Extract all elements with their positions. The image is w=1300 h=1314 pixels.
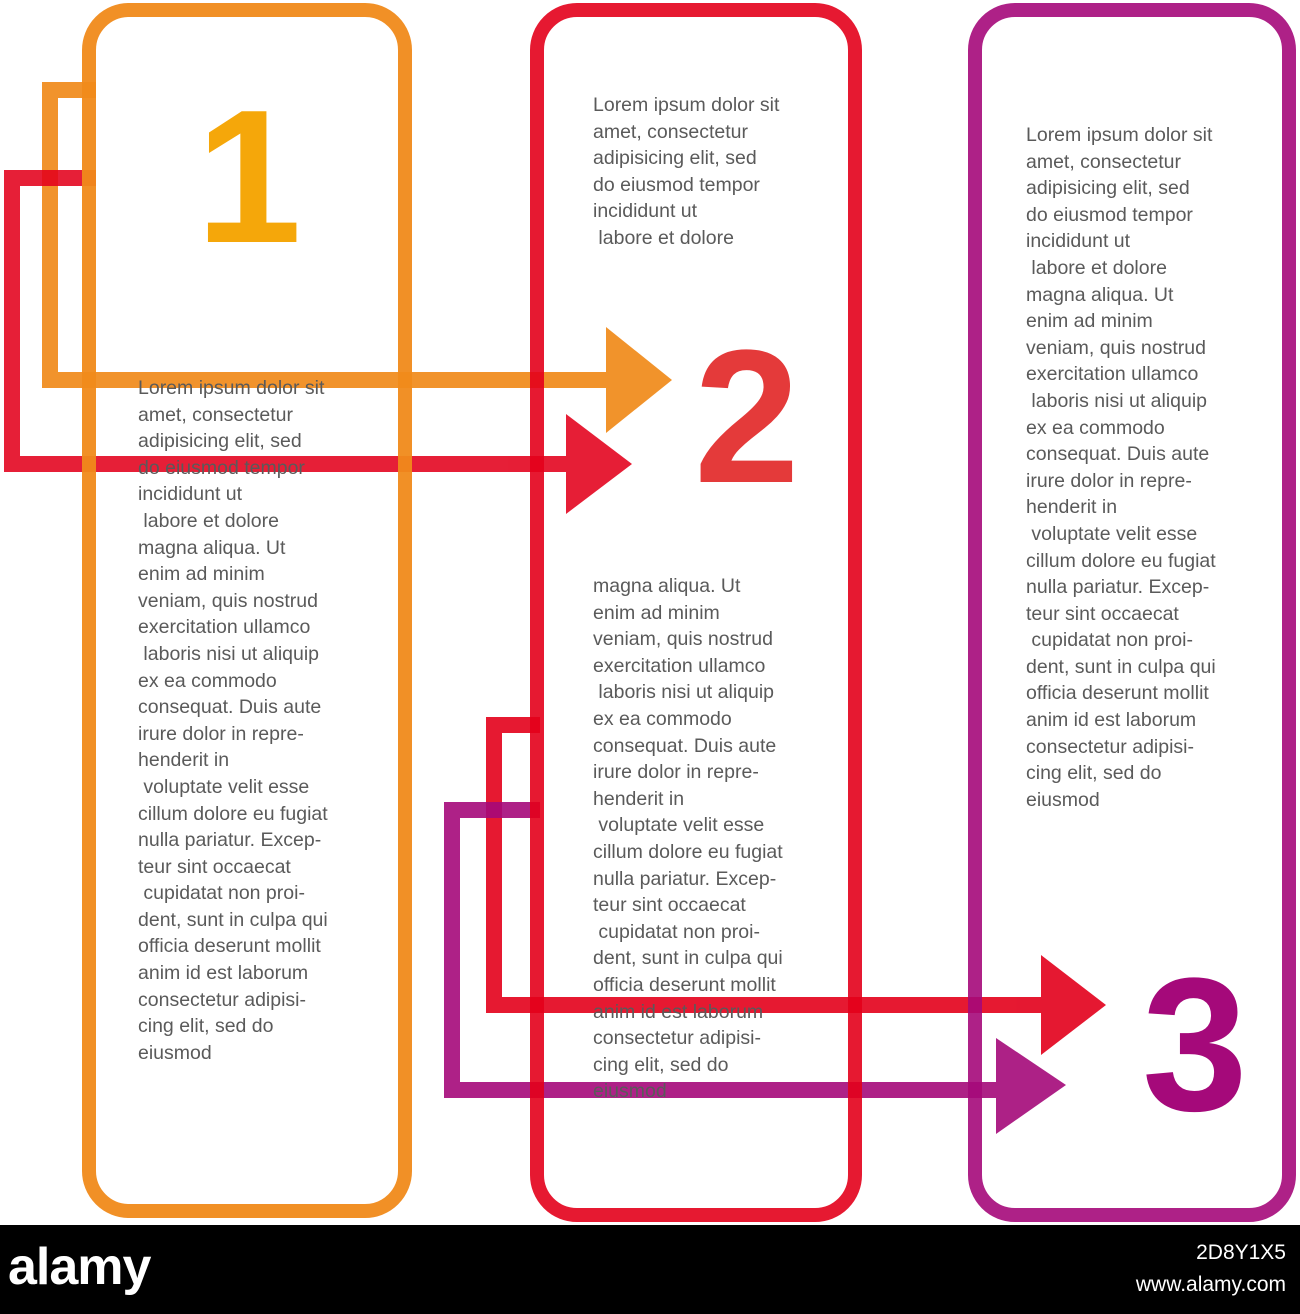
watermark-url: www.alamy.com [1135, 1273, 1286, 1296]
watermark-footer [0, 1225, 1300, 1314]
step-1-description: Lorem ipsum dolor sit amet, consectetur adipisicing elit, sed do eiusmod tempor incididunt ut labore et dolore magna aliqua. Ut enim ad minim veniam, quis nostrud exercitation ullamco laboris nisi ut aliquip ex ea commodo consequat. Duis aute irure dolor in repre- henderit in voluptate velit esse cillum dolore eu fugiat nulla pariatur. Excep- teur sint occaecat cupidatat non proi- dent, sunt in culpa qui officia deserunt mollit anim id est laborum consectetur adipisi- cing elit, sed do eiusmod [138, 377, 328, 1064]
step-2-description-bottom: magna aliqua. Ut enim ad minim veniam, quis nostrud exercitation ullamco laboris nisi ut aliquip ex ea commodo consequat. Duis aute irure dolor in repre- henderit in voluptate velit esse cillum dolore eu fugiat nulla pariatur. Excep- teur sint occaecat cupidatat non proi- dent, sunt in culpa qui officia deserunt mollit anim id est laborum consectetur adipisi- cing elit, sed do eiusmod [593, 575, 783, 1103]
step-2-number: 2 [694, 311, 800, 523]
step-3-number: 3 [1142, 939, 1248, 1151]
watermark-logo: alamy [8, 1238, 151, 1296]
step-2-description-top: Lorem ipsum dolor sit amet, consectetur adipisicing elit, sed do eiusmod tempor incididunt ut labore et dolore [593, 94, 780, 249]
step-3-description: Lorem ipsum dolor sit amet, consectetur adipisicing elit, sed do eiusmod tempor incididunt ut labore et dolore magna aliqua. Ut enim ad minim veniam, quis nostrud exercitation ullamco laboris nisi ut aliquip ex ea commodo consequat. Duis aute irure dolor in repre- henderit in voluptate velit esse cillum dolore eu fugiat nulla pariatur. Excep- teur sint occaecat cupidatat non proi- dent, sunt in culpa qui officia deserunt mollit anim id est laborum consectetur adipisi- cing elit, sed do eiusmod [1026, 124, 1216, 811]
watermark-image-id: 2D8Y1X5 [1196, 1241, 1286, 1264]
connector-arrow-2-red [494, 725, 1106, 1055]
step-1-number: 1 [196, 71, 302, 283]
